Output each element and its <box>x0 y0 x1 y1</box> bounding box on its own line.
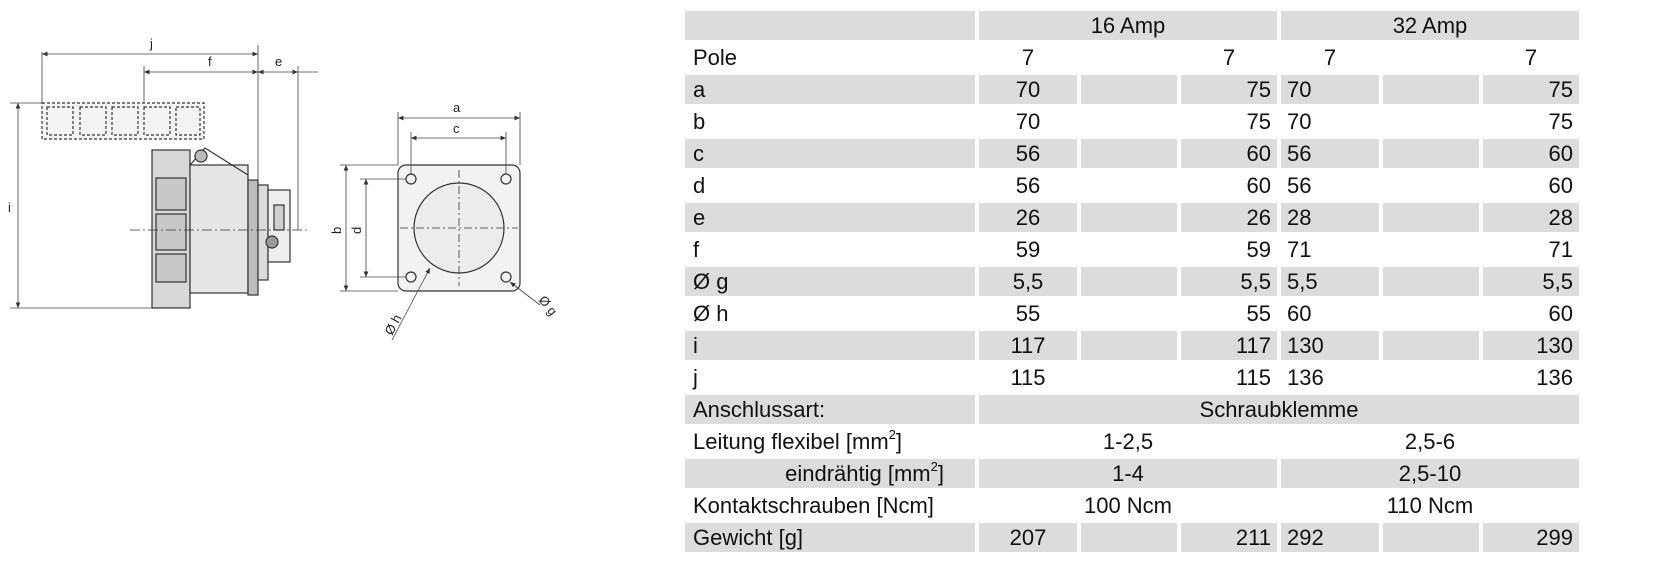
cell-empty <box>1383 75 1479 104</box>
cell-empty <box>1081 299 1177 328</box>
row-label: Ø g <box>685 267 975 296</box>
cell: 7 <box>979 43 1077 72</box>
cell: 28 <box>1483 203 1579 232</box>
cell-empty <box>1081 523 1177 552</box>
cell: 136 <box>1483 363 1579 392</box>
label-sup: 2 <box>888 426 896 442</box>
table-row <box>685 203 1579 232</box>
table-row-flex <box>685 427 1579 456</box>
cell: 70 <box>1281 107 1379 136</box>
cell-empty <box>1081 75 1177 104</box>
cell-solid-16: 1-4 <box>979 459 1277 488</box>
cell: 56 <box>979 171 1077 200</box>
cell: 55 <box>1181 299 1277 328</box>
cell-empty <box>1383 299 1479 328</box>
row-label: e <box>685 203 975 232</box>
cell: 5,5 <box>979 267 1077 296</box>
cell-empty <box>1383 171 1479 200</box>
dim-label-h: Ø h <box>381 311 405 338</box>
table-row <box>685 235 1579 264</box>
cell: 60 <box>1181 139 1277 168</box>
cell: 28 <box>1281 203 1379 232</box>
cell-empty <box>1081 107 1177 136</box>
row-label: Kontaktschrauben [Ncm] <box>685 491 975 520</box>
dim-label-c: c <box>453 121 460 136</box>
cell-flex-16: 1-2,5 <box>979 427 1277 456</box>
cell: 26 <box>1181 203 1277 232</box>
cell: 207 <box>979 523 1077 552</box>
cell: 60 <box>1483 139 1579 168</box>
front-view <box>398 165 520 291</box>
row-label: i <box>685 331 975 360</box>
row-label: Pole <box>685 43 975 72</box>
cell: 55 <box>979 299 1077 328</box>
label-text: eindrähtig [mm <box>785 461 931 486</box>
cell: 211 <box>1181 523 1277 552</box>
table-row <box>685 75 1579 104</box>
table-row-screws <box>685 491 1579 520</box>
cell: 7 <box>1181 43 1277 72</box>
cell: 59 <box>1181 235 1277 264</box>
cell-empty <box>1383 235 1479 264</box>
cell: 117 <box>979 331 1077 360</box>
table-row <box>685 299 1579 328</box>
cell-empty <box>1081 363 1177 392</box>
cell-empty <box>1081 43 1177 72</box>
cell-empty <box>1383 267 1479 296</box>
cell-empty <box>1383 331 1479 360</box>
cell-empty <box>1081 267 1177 296</box>
cell-empty <box>1081 139 1177 168</box>
dim-label-j: j <box>150 36 153 51</box>
dim-label-b: b <box>329 226 344 234</box>
cell: 115 <box>1181 363 1277 392</box>
cell: 115 <box>979 363 1077 392</box>
cell-screws-16: 100 Ncm <box>979 491 1277 520</box>
label-sup: 2 <box>930 458 938 474</box>
label-text: Leitung flexibel [mm <box>693 429 889 454</box>
cell-empty <box>1383 107 1479 136</box>
cell: 130 <box>1281 331 1379 360</box>
table-row-connection <box>685 395 1579 424</box>
cell: 117 <box>1181 331 1277 360</box>
label-close: ] <box>895 429 903 454</box>
table-header-row <box>685 11 1579 40</box>
cell: 299 <box>1483 523 1579 552</box>
table-row <box>685 43 1579 72</box>
cell: 60 <box>1281 299 1379 328</box>
row-label: Ø h <box>685 299 975 328</box>
table-row <box>685 267 1579 296</box>
cell: 136 <box>1281 363 1379 392</box>
cell: 71 <box>1483 235 1579 264</box>
row-label <box>685 459 975 488</box>
cell-empty <box>1383 523 1479 552</box>
cell: 75 <box>1483 75 1579 104</box>
row-label: c <box>685 139 975 168</box>
table-row <box>685 331 1579 360</box>
cell: 60 <box>1483 171 1579 200</box>
cell: 60 <box>1181 171 1277 200</box>
cell: 70 <box>1281 75 1379 104</box>
cell: 292 <box>1281 523 1379 552</box>
row-label: a <box>685 75 975 104</box>
row-label <box>685 427 975 456</box>
cell-empty <box>1383 203 1479 232</box>
cell-empty <box>1081 235 1177 264</box>
table-row <box>685 363 1579 392</box>
dim-label-i: i <box>8 200 11 215</box>
cell: 26 <box>979 203 1077 232</box>
cell: 7 <box>1483 43 1579 72</box>
table-row-solid <box>685 459 1579 488</box>
cell-solid-32: 2,5-10 <box>1281 459 1579 488</box>
cell-empty <box>1081 171 1177 200</box>
row-label: b <box>685 107 975 136</box>
side-view <box>42 103 310 308</box>
cell-empty <box>1081 203 1177 232</box>
dim-label-f: f <box>208 54 212 69</box>
header-empty <box>685 11 975 40</box>
table-row-weight <box>685 523 1579 552</box>
cell: 70 <box>979 75 1077 104</box>
dim-label-e: e <box>275 54 283 69</box>
cell: 130 <box>1483 331 1579 360</box>
cell-empty <box>1383 139 1479 168</box>
row-label: j <box>685 363 975 392</box>
label-close: ] <box>937 461 944 486</box>
cell: 75 <box>1181 75 1277 104</box>
dim-label-a: a <box>453 100 461 115</box>
cell-connection: Schraubklemme <box>979 395 1579 424</box>
cell: 5,5 <box>1181 267 1277 296</box>
cell: 70 <box>979 107 1077 136</box>
cell: 75 <box>1483 107 1579 136</box>
cell: 5,5 <box>1281 267 1379 296</box>
cell: 59 <box>979 235 1077 264</box>
cell: 56 <box>979 139 1077 168</box>
technical-drawing <box>0 0 640 566</box>
table-row <box>685 171 1579 200</box>
cell: 7 <box>1281 43 1379 72</box>
table-row <box>685 107 1579 136</box>
cell-empty <box>1383 43 1479 72</box>
cell-screws-32: 110 Ncm <box>1281 491 1579 520</box>
cell-empty <box>1081 331 1177 360</box>
row-label: Anschlussart: <box>685 395 975 424</box>
cell: 60 <box>1483 299 1579 328</box>
cell-empty <box>1383 363 1479 392</box>
header-32-amp: 32 Amp <box>1281 11 1579 40</box>
spec-table <box>681 8 1583 555</box>
row-label: d <box>685 171 975 200</box>
row-label: Gewicht [g] <box>685 523 975 552</box>
cell: 71 <box>1281 235 1379 264</box>
cell: 75 <box>1181 107 1277 136</box>
cell-flex-32: 2,5-6 <box>1281 427 1579 456</box>
table-row <box>685 139 1579 168</box>
dim-label-g: Ø g <box>535 292 561 319</box>
row-label: f <box>685 235 975 264</box>
cell: 56 <box>1281 171 1379 200</box>
dim-label-d: d <box>349 226 364 234</box>
cell: 56 <box>1281 139 1379 168</box>
cell: 5,5 <box>1483 267 1579 296</box>
header-16-amp: 16 Amp <box>979 11 1277 40</box>
